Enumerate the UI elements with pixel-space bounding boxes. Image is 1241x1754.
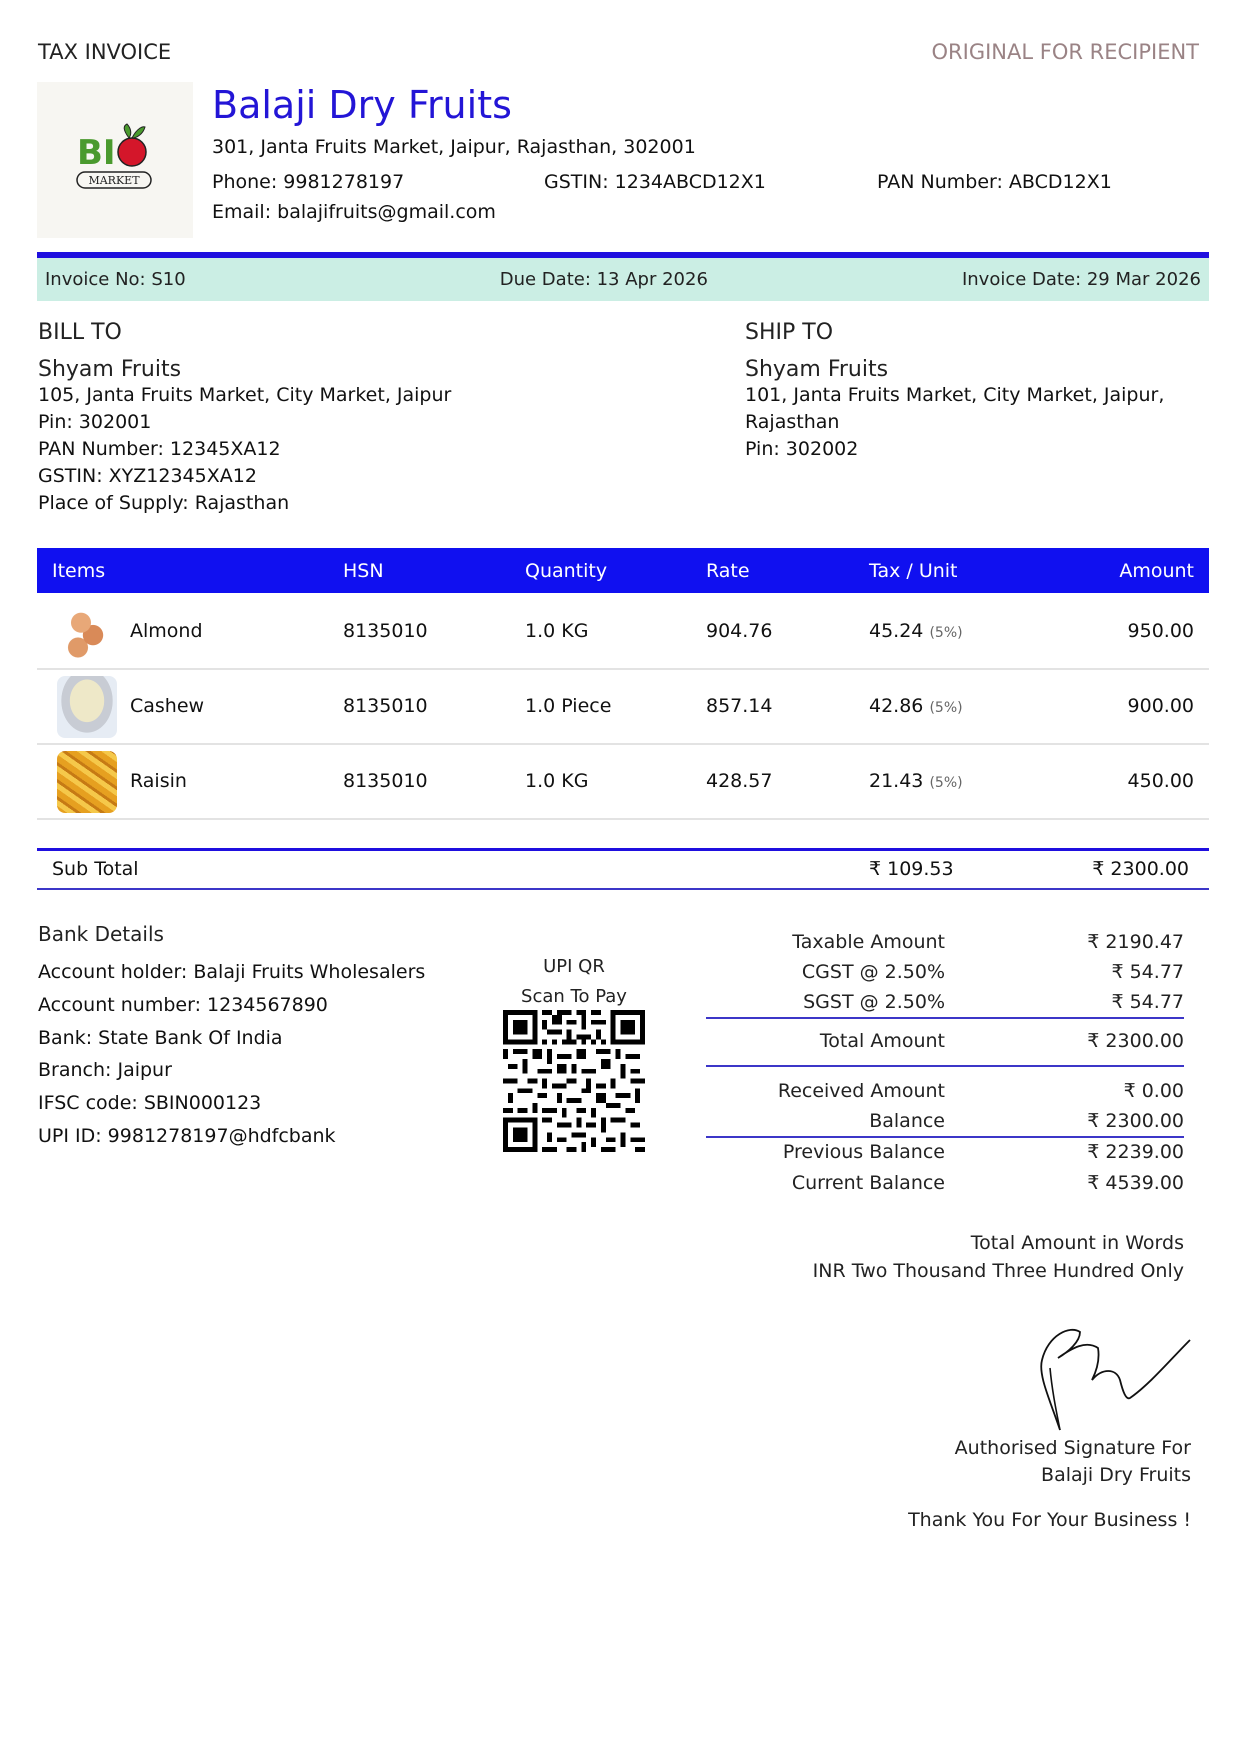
subtotal-tax: ₹ 109.53 [869, 858, 954, 880]
item-hsn: 8135010 [343, 695, 428, 717]
item-quantity: 1.0 KG [525, 620, 589, 642]
cashew-image [57, 676, 117, 738]
due-date: Due Date: 13 Apr 2026 [499, 269, 708, 290]
company-logo [37, 82, 193, 238]
bill-to-section [38, 320, 451, 517]
amount-in-words-value: INR Two Thousand Three Hundred Only [812, 1260, 1184, 1282]
ship-to-title: SHIP TO [745, 320, 834, 345]
bio-market-logo-icon [37, 82, 193, 238]
item-amount: 450.00 [1127, 770, 1194, 792]
current-balance-label: Current Balance [791, 1172, 945, 1194]
header-items: Items [52, 560, 106, 582]
current-balance-value: ₹ 4539.00 [1087, 1172, 1184, 1194]
bill-to-name: Shyam Fruits [38, 357, 182, 382]
item-name: Cashew [130, 695, 205, 717]
table-row [37, 670, 1209, 745]
subtotal-top-rule [37, 848, 1209, 851]
almond-image [57, 601, 117, 663]
item-quantity: 1.0 Piece [525, 695, 612, 717]
header-amount: Amount [1119, 560, 1194, 582]
item-rate: 857.14 [706, 695, 773, 717]
company-email: Email: balajifruits@gmail.com [212, 201, 496, 223]
subtotal-amount: ₹ 2300.00 [1092, 858, 1189, 880]
ship-to-name: Shyam Fruits [745, 357, 889, 382]
table-row [37, 745, 1209, 820]
balance-value: ₹ 2300.00 [1087, 1110, 1184, 1132]
summary-divider [706, 1136, 1184, 1138]
item-name: Almond [130, 620, 203, 642]
raisin-image [57, 751, 117, 813]
bank-ifsc: IFSC code: SBIN000123 [38, 1092, 262, 1114]
qr-code-icon [503, 1010, 645, 1152]
bill-to-pin: Pin: 302001 [38, 411, 152, 433]
items-table-header [37, 548, 1209, 593]
bill-to-pan: PAN Number: 12345XA12 [38, 438, 281, 460]
item-tax-value: 45.24 [869, 620, 924, 642]
item-tax-value: 42.86 [869, 695, 924, 717]
ship-to-pin: Pin: 302002 [745, 438, 859, 460]
header-tax-unit: Tax / Unit [869, 560, 958, 582]
item-tax-percent: (5%) [929, 700, 963, 716]
sgst-value: ₹ 54.77 [1111, 991, 1184, 1013]
total-amount-value: ₹ 2300.00 [1087, 1030, 1184, 1052]
copy-label: ORIGINAL FOR RECIPIENT [931, 40, 1199, 64]
qr-subtitle: Scan To Pay [521, 986, 627, 1007]
item-rate: 428.57 [706, 770, 773, 792]
sgst-label: SGST @ 2.50% [803, 991, 945, 1013]
bank-upi-id: UPI ID: 9981278197@hdfcbank [38, 1125, 336, 1147]
company-address: 301, Janta Fruits Market, Jaipur, Rajasthan, 302001 [212, 136, 696, 158]
bank-name: Bank: State Bank Of India [38, 1027, 283, 1049]
item-rate: 904.76 [706, 620, 773, 642]
previous-balance-label: Previous Balance [782, 1141, 945, 1163]
invoice-date: Invoice Date: 29 Mar 2026 [961, 269, 1201, 290]
amount-in-words-title: Total Amount in Words [970, 1232, 1184, 1254]
company-gstin: GSTIN: 1234ABCD12X1 [544, 171, 766, 193]
previous-balance-value: ₹ 2239.00 [1087, 1141, 1184, 1163]
item-name: Raisin [130, 770, 187, 792]
item-tax-value: 21.43 [869, 770, 924, 792]
ship-to-address-line1: 101, Janta Fruits Market, City Market, Jaipur, [745, 384, 1165, 406]
invoice-number: Invoice No: S10 [45, 269, 186, 290]
bill-to-title: BILL TO [38, 320, 122, 345]
item-tax [869, 695, 963, 717]
cgst-label: CGST @ 2.50% [801, 961, 945, 983]
item-tax-percent: (5%) [929, 775, 963, 791]
item-tax-percent: (5%) [929, 625, 963, 641]
summary-divider [706, 1065, 1184, 1067]
qr-title: UPI QR [543, 956, 605, 977]
item-tax [869, 770, 963, 792]
taxable-amount-value: ₹ 2190.47 [1087, 931, 1184, 953]
received-amount-label: Received Amount [777, 1080, 945, 1102]
table-row [37, 595, 1209, 670]
item-tax [869, 620, 963, 642]
bank-branch: Branch: Jaipur [38, 1059, 172, 1081]
item-amount: 950.00 [1127, 620, 1194, 642]
ship-to-address-line2: Rajasthan [745, 411, 840, 433]
bill-to-gstin: GSTIN: XYZ12345XA12 [38, 465, 257, 487]
bank-details-title: Bank Details [38, 922, 164, 946]
signature-company: Balaji Dry Fruits [1041, 1464, 1191, 1486]
company-name: Balaji Dry Fruits [212, 83, 512, 127]
invoice-meta-band [37, 258, 1209, 301]
item-quantity: 1.0 KG [525, 770, 589, 792]
received-amount-value: ₹ 0.00 [1123, 1080, 1184, 1102]
header-hsn: HSN [343, 560, 384, 582]
signature-icon [1020, 1320, 1195, 1440]
subtotal-bottom-rule [37, 888, 1209, 890]
taxable-amount-label: Taxable Amount [792, 931, 945, 953]
company-phone: Phone: 9981278197 [212, 171, 405, 193]
signature-label: Authorised Signature For [954, 1437, 1191, 1459]
summary-divider [706, 1017, 1184, 1019]
bill-to-place-of-supply: Place of Supply: Rajasthan [38, 492, 290, 514]
item-hsn: 8135010 [343, 770, 428, 792]
bill-to-address: 105, Janta Fruits Market, City Market, Jaipur [38, 384, 452, 406]
ship-to-section [745, 320, 1164, 463]
bank-account-number: Account number: 1234567890 [38, 994, 328, 1016]
cgst-value: ₹ 54.77 [1111, 961, 1184, 983]
document-title: TAX INVOICE [38, 40, 172, 64]
item-amount: 900.00 [1127, 695, 1194, 717]
svg-text:MARKET: MARKET [88, 174, 140, 187]
header-quantity: Quantity [525, 560, 608, 582]
total-amount-label: Total Amount [819, 1030, 945, 1052]
balance-label: Balance [869, 1110, 945, 1132]
bank-account-holder: Account holder: Balaji Fruits Wholesalers [38, 961, 426, 983]
thank-you-note: Thank You For Your Business ! [908, 1509, 1191, 1531]
company-pan: PAN Number: ABCD12X1 [877, 171, 1112, 193]
svg-text:BI: BI [77, 133, 116, 173]
subtotal-label: Sub Total [52, 858, 139, 880]
header-rate: Rate [706, 560, 750, 582]
item-hsn: 8135010 [343, 620, 428, 642]
